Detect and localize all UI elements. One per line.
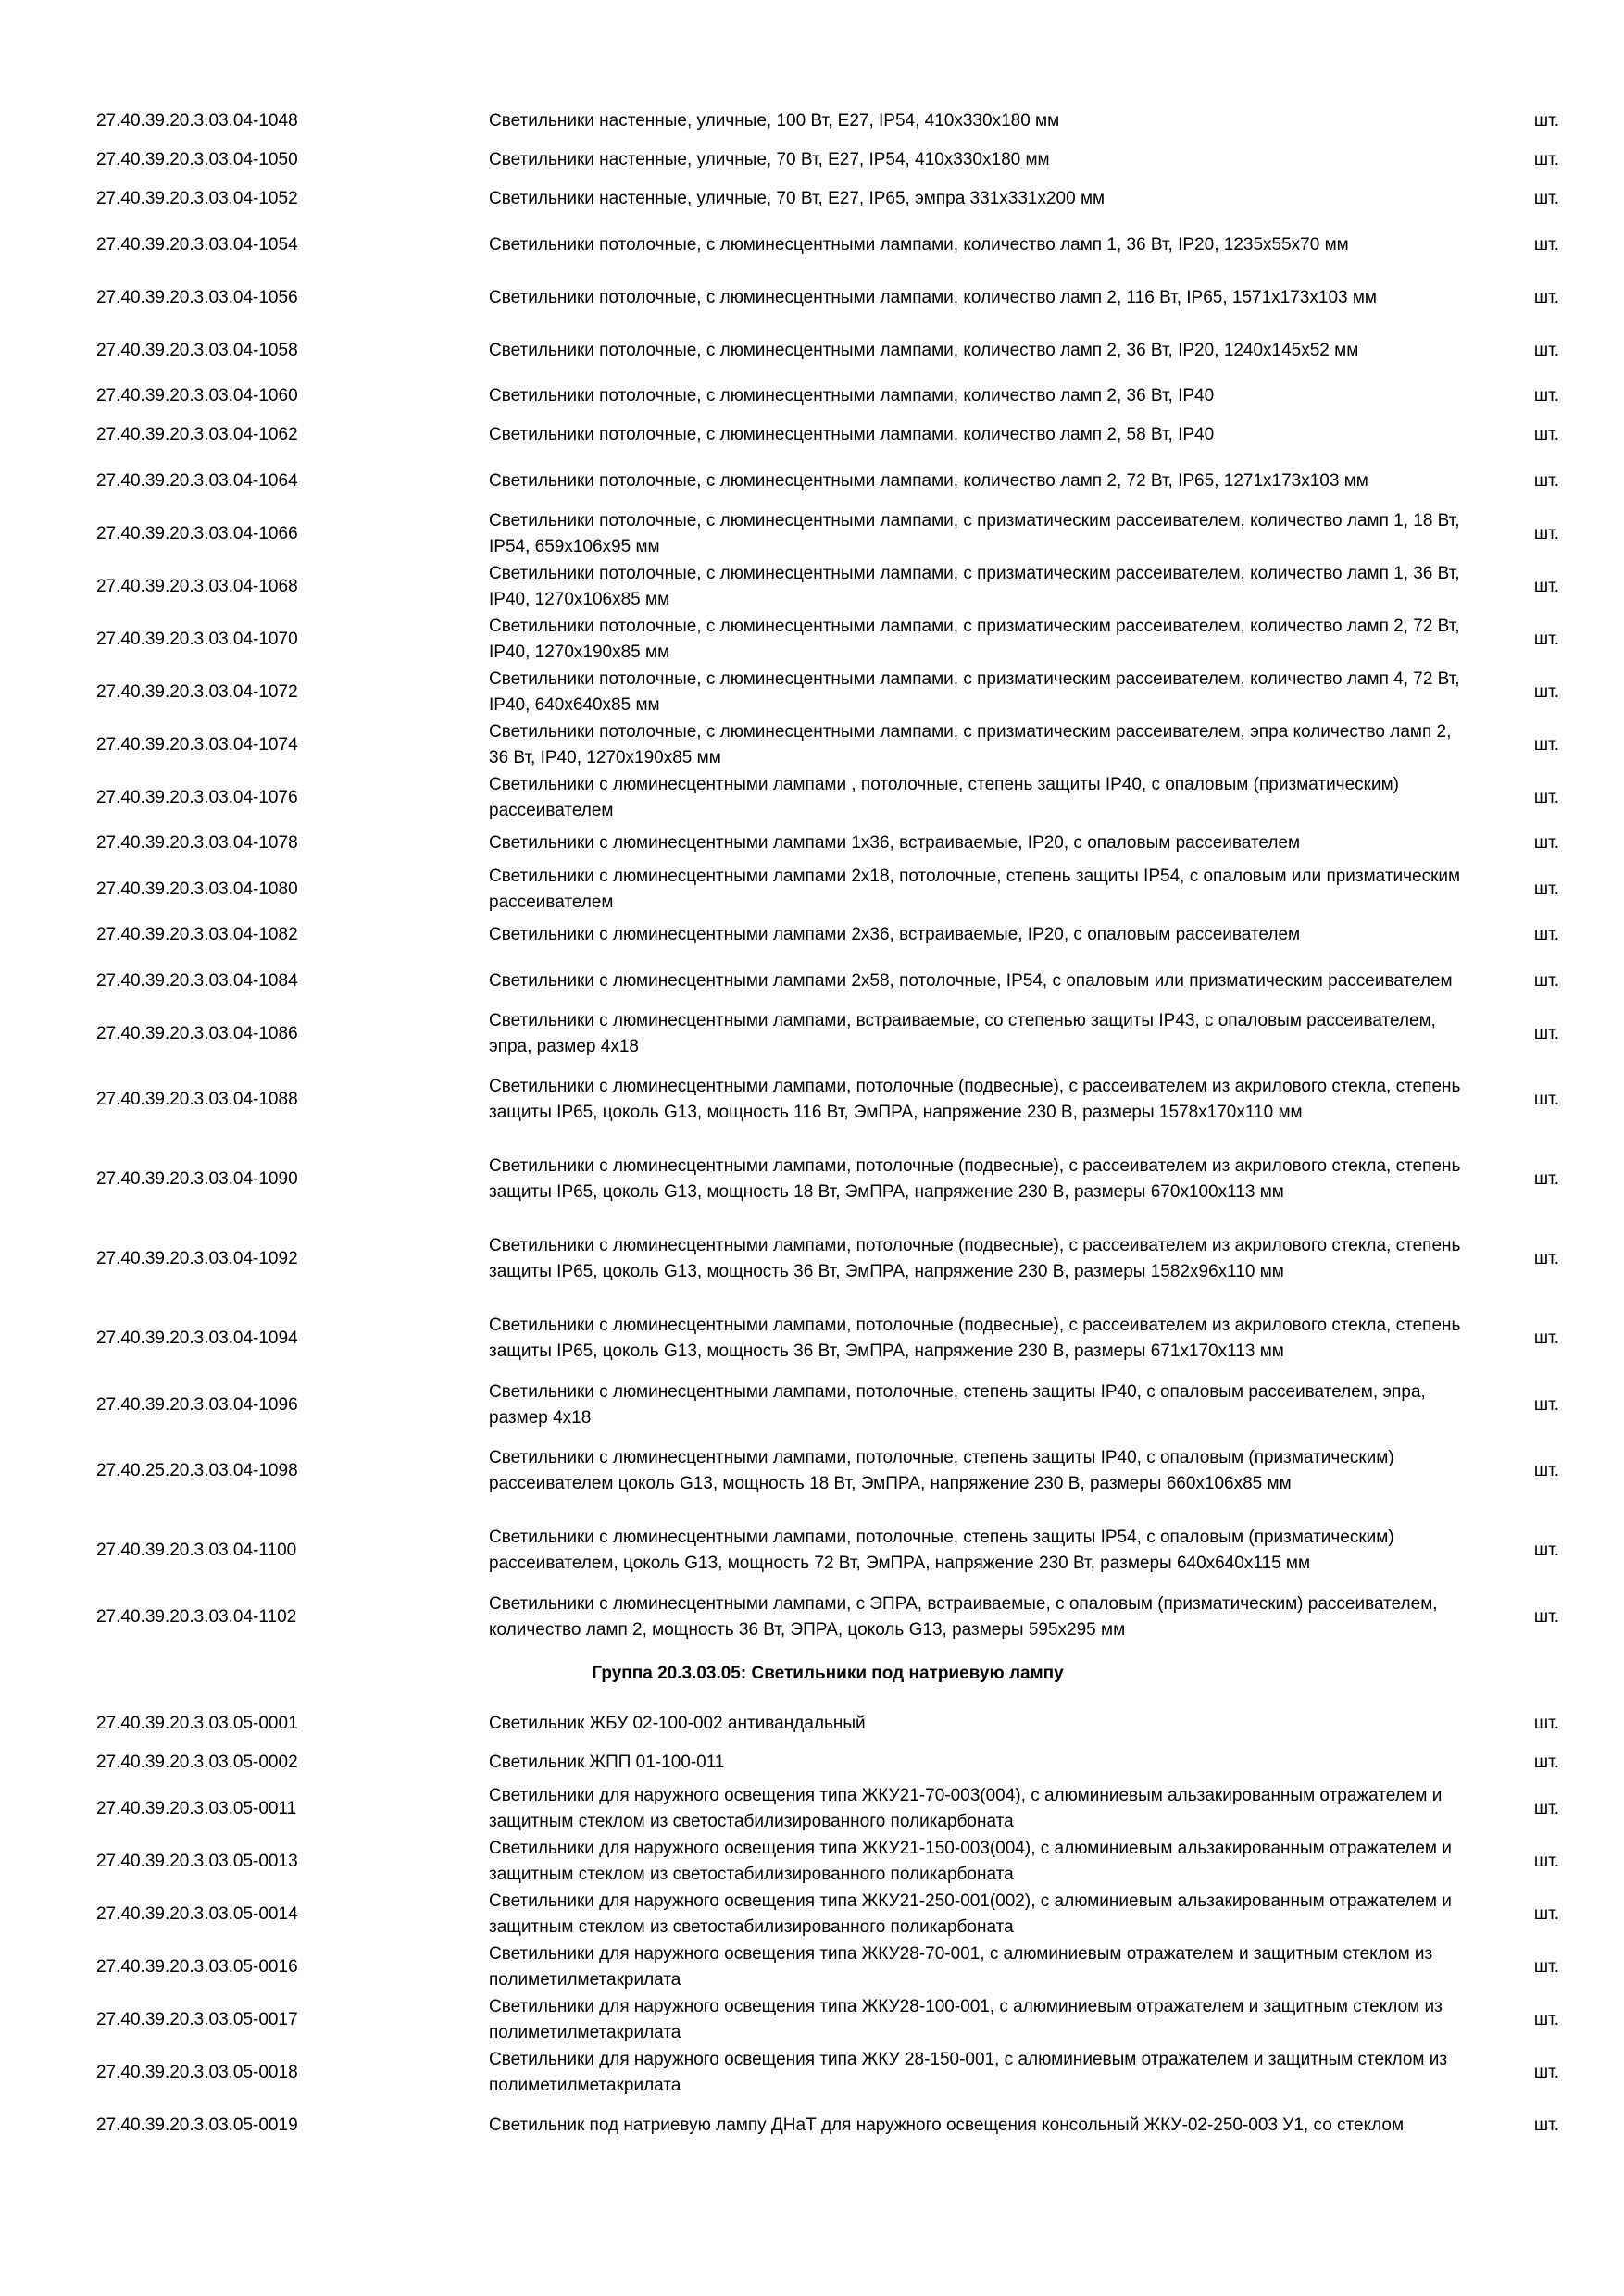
item-description: Светильники с люминесцентными лампами, потолочные, степень защиты IP40, с опаловым (призматическим) рассеивателем цоколь G13, мощность 18 Вт, ЭмПРА, напряжение 230 В, размеры 660х106х85 мм — [489, 1448, 1394, 1493]
item-code: 27.40.39.20.3.03.05-0001 — [96, 1714, 298, 1733]
item-description: Светильники с люминесцентными лампами, с ЭПРА, встраиваемые, с опаловым (призматическим) рассеивателем, количество ламп 2, мощность 36 Вт, ЭПРА, цоколь G13, размеры 595х295 мм — [489, 1593, 1438, 1640]
table-row — [96, 718, 1559, 771]
item-code: 27.40.39.20.3.03.04-1060 — [96, 386, 298, 406]
item-unit: шт. — [1533, 833, 1559, 853]
table-row — [96, 1704, 1559, 1743]
item-description: Светильник ЖБУ 02-100-002 антивандальный — [489, 1714, 866, 1733]
item-unit: шт. — [1533, 287, 1559, 307]
item-description: Светильники для наружного освещения типа ЖКУ21-70-003(004), с алюминиевым альзакированным отражателем и защитным стеклом из светостабилизированного поликарбоната — [489, 1785, 1443, 1831]
item-code: 27.40.39.20.3.03.04-1092 — [96, 1249, 298, 1268]
item-code: 27.40.39.20.3.03.04-1064 — [96, 470, 298, 491]
table-row — [96, 613, 1559, 666]
item-description: Светильники настенные, уличные, 70 Вт, Е27, IP65, эмпра 331х331х200 мм — [489, 189, 1106, 208]
item-code: 27.40.39.20.3.03.04-1082 — [96, 925, 298, 944]
item-unit: шт. — [1533, 1753, 1559, 1772]
item-code: 27.40.39.20.3.03.04-1102 — [96, 1606, 297, 1627]
item-description: Светильник ЖПП 01-100-011 — [489, 1753, 725, 1772]
item-code: 27.40.39.20.3.03.04-1062 — [96, 425, 298, 444]
item-unit: шт. — [1533, 340, 1559, 360]
item-description: Светильники потолочные, с люминесцентными лампами, с призматическим рассеивателем, количество ламп 1, 18 Вт, IP54, 659х106х95 мм — [489, 510, 1460, 556]
table-row — [96, 666, 1559, 718]
item-unit: шт. — [1533, 425, 1559, 444]
item-code: 27.40.39.20.3.03.05-0016 — [96, 1956, 298, 1977]
item-code: 27.40.39.20.3.03.04-1090 — [96, 1169, 298, 1189]
table-row — [96, 560, 1559, 613]
price-table — [96, 102, 1559, 2152]
item-unit: шт. — [1533, 234, 1559, 255]
item-description: Светильники с люминесцентными лампами 2х18, потолочные, степень защиты IP54, с опаловым или призматическим рассеивателем — [489, 866, 1461, 912]
item-description: Светильники с люминесцентными лампами, потолочные (подвесные), с рассеивателем из акрилового стекла, степень защиты IP65, цоколь G13, мощность 36 Вт, ЭмПРА, напряжение 230 В, размеры 671х170х113 мм — [489, 1316, 1461, 1361]
item-code: 27.40.39.20.3.03.04-1058 — [96, 340, 298, 360]
table-row — [96, 377, 1559, 416]
item-unit: шт. — [1533, 1461, 1559, 1480]
item-description: Светильники для наружного освещения типа ЖКУ28-70-001, с алюминиевым отражателем и защитным стеклом из полиметилметакрилата — [489, 1943, 1433, 1990]
item-unit: шт. — [1533, 787, 1559, 807]
item-unit: шт. — [1533, 1714, 1559, 1733]
item-code: 27.40.39.20.3.03.04-1050 — [96, 150, 298, 169]
item-unit: шт. — [1533, 629, 1559, 649]
item-code: 27.40.39.20.3.03.04-1048 — [96, 111, 298, 131]
item-description: Светильники потолочные, с люминесцентными лампами, количество ламп 2, 58 Вт, IP40 — [489, 425, 1215, 444]
item-description: Светильники потолочные, с люминесцентными лампами, количество ламп 2, 72 Вт, IP65, 1271х173х103 мм — [489, 470, 1368, 491]
item-code: 27.40.39.20.3.03.04-1052 — [96, 189, 298, 208]
item-description: Светильники потолочные, с люминесцентными лампами, с призматическим рассеивателем, эпра количество ламп 2, 36 Вт, IP40, 1270х190х85 мм — [489, 721, 1452, 767]
item-code: 27.40.39.20.3.03.04-1070 — [96, 629, 298, 649]
item-code: 27.40.39.20.3.03.04-1088 — [96, 1090, 298, 1109]
item-code: 27.40.39.20.3.03.05-0019 — [96, 2115, 298, 2135]
item-description: Светильники с люминесцентными лампами, потолочные, степень защиты IP54, с опаловым (призматическим) рассеивателем, цоколь G13, мощность 72 Вт, ЭмПРА, напряжение 230 Вт, размеры 640х640х115 мм — [489, 1528, 1394, 1573]
item-code: 27.40.39.20.3.03.04-1094 — [96, 1329, 298, 1348]
table-row — [96, 1888, 1559, 1940]
table-row — [96, 324, 1559, 377]
item-unit: шт. — [1533, 111, 1559, 131]
item-code: 27.40.39.20.3.03.04-1086 — [96, 1023, 298, 1043]
group-heading: Группа 20.3.03.05: Светильники под натриевую лампу — [592, 1664, 1064, 1683]
item-unit: шт. — [1533, 1541, 1559, 1560]
table-row — [96, 1835, 1559, 1888]
item-description: Светильники потолочные, с люминесцентными лампами, с призматическим рассеивателем, количество ламп 4, 72 Вт, IP40, 640х640х85 мм — [489, 668, 1460, 715]
table-row — [96, 180, 1559, 218]
item-unit: шт. — [1533, 1090, 1559, 1109]
table-row — [96, 507, 1559, 560]
table-row — [96, 416, 1559, 455]
item-unit: шт. — [1533, 150, 1559, 169]
item-unit: шт. — [1533, 1606, 1559, 1627]
item-unit: шт. — [1533, 1249, 1559, 1268]
item-description: Светильники для наружного освещения типа ЖКУ21-150-003(004), с алюминиевым альзакированным отражателем и защитным стеклом из светостабилизированного поликарбоната — [489, 1838, 1452, 1884]
item-unit: шт. — [1533, 734, 1559, 755]
item-unit: шт. — [1533, 386, 1559, 406]
item-code: 27.40.39.20.3.03.04-1076 — [96, 787, 298, 807]
table-row — [96, 1379, 1559, 1431]
table-row — [96, 1431, 1559, 1511]
item-unit: шт. — [1533, 879, 1559, 899]
item-code: 27.40.39.20.3.03.05-0014 — [96, 1903, 298, 1924]
table-row — [96, 1511, 1559, 1591]
item-code: 27.40.39.20.3.03.04-1080 — [96, 879, 298, 899]
item-description: Светильники для наружного освещения типа ЖКУ28-100-001, с алюминиевым отражателем и защитным стеклом из полиметилметакрилата — [489, 1996, 1443, 2042]
item-description: Светильники с люминесцентными лампами, потолочные (подвесные), с рассеивателем из акрилового стекла, степень защиты IP65, цоколь G13, мощность 36 Вт, ЭмПРА, напряжение 230 В, размеры 1582х96х110 мм — [489, 1236, 1461, 1281]
item-unit: шт. — [1533, 1851, 1559, 1871]
item-description: Светильники потолочные, с люминесцентными лампами, с призматическим рассеивателем, количество ламп 2, 72 Вт, IP40, 1270х190х85 мм — [489, 616, 1460, 662]
item-unit: шт. — [1533, 2009, 1559, 2029]
item-code: 27.40.39.20.3.03.05-0018 — [96, 2062, 298, 2082]
table-row — [96, 1140, 1559, 1219]
item-code: 27.40.39.20.3.03.04-1068 — [96, 576, 298, 596]
item-code: 27.40.39.20.3.03.05-0017 — [96, 2009, 298, 2029]
item-description: Светильники с люминесцентными лампами 1х36, встраиваемые, IP20, с опаловым рассеивателем — [489, 833, 1301, 853]
table-row — [96, 955, 1559, 1007]
item-unit: шт. — [1533, 2115, 1559, 2135]
table-row — [96, 1591, 1559, 1643]
table-row — [96, 2099, 1559, 2152]
item-description: Светильники с люминесцентными лампами, встраиваемые, со степенью защиты IP43, с опаловым рассеивателем, эпра, размер 4х18 — [489, 1010, 1436, 1056]
item-unit: шт. — [1533, 681, 1559, 702]
table-row — [96, 1007, 1559, 1060]
item-code: 27.40.39.20.3.03.04-1066 — [96, 523, 298, 543]
item-description: Светильники потолочные, с люминесцентными лампами, количество ламп 2, 116 Вт, IP65, 1571х173х103 мм — [489, 287, 1377, 307]
table-row — [96, 1993, 1559, 2046]
table-row — [96, 1782, 1559, 1835]
table-row — [96, 1940, 1559, 1993]
item-unit: шт. — [1533, 470, 1559, 491]
item-unit: шт. — [1533, 1956, 1559, 1977]
item-description: Светильники для наружного освещения типа ЖКУ21-250-001(002), с алюминиевым альзакированным отражателем и защитным стеклом из светостабилизированного поликарбоната — [489, 1890, 1452, 1937]
item-code: 27.40.39.20.3.03.05-0013 — [96, 1851, 298, 1871]
item-code: 27.40.39.20.3.03.04-1078 — [96, 833, 298, 853]
item-description: Светильники потолочные, с люминесцентными лампами, с призматическим рассеивателем, количество ламп 1, 36 Вт, IP40, 1270х106х85 мм — [489, 563, 1460, 609]
table-row — [96, 916, 1559, 955]
table-row — [96, 271, 1559, 324]
table-row — [96, 1219, 1559, 1299]
item-description: Светильники с люминесцентными лампами 2х36, встраиваемые, IP20, с опаловым рассеивателем — [489, 925, 1301, 944]
item-description: Светильники потолочные, с люминесцентными лампами, количество ламп 2, 36 Вт, IP40 — [489, 386, 1215, 406]
item-description: Светильники с люминесцентными лампами, потолочные (подвесные), с рассеивателем из акрилового стекла, степень защиты IP65, цоколь G13, мощность 18 Вт, ЭмПРА, напряжение 230 В, размеры 670х100х113 мм — [489, 1156, 1461, 1202]
item-unit: шт. — [1533, 1169, 1559, 1189]
table-row — [96, 218, 1559, 271]
item-code: 27.40.39.20.3.03.05-0002 — [96, 1753, 298, 1772]
item-unit: шт. — [1533, 189, 1559, 208]
table-row — [96, 1060, 1559, 1140]
table-row — [96, 1743, 1559, 1782]
item-code: 27.40.39.20.3.03.04-1054 — [96, 234, 298, 255]
table-row — [96, 102, 1559, 141]
item-description: Светильники настенные, уличные, 100 Вт, Е27, IP54, 410х330х180 мм — [489, 111, 1060, 131]
item-description: Светильники с люминесцентными лампами 2х58, потолочные, IP54, с опаловым или призматическим рассеивателем — [489, 970, 1453, 991]
item-description: Светильники для наружного освещения типа ЖКУ 28-150-001, с алюминиевым отражателем и защитным стеклом из полиметилметакрилата — [489, 2049, 1448, 2095]
item-description: Светильники с люминесцентными лампами, потолочные, степень защиты IP40, с опаловым рассеивателем, эпра, размер 4х18 — [489, 1381, 1426, 1428]
item-unit: шт. — [1533, 1329, 1559, 1348]
item-code: 27.40.39.20.3.03.04-1096 — [96, 1394, 298, 1415]
item-code: 27.40.39.20.3.03.04-1056 — [96, 287, 298, 307]
table-row — [96, 1299, 1559, 1379]
table-row — [96, 455, 1559, 507]
item-code: 27.40.39.20.3.03.04-1100 — [96, 1541, 297, 1560]
item-unit: шт. — [1533, 1903, 1559, 1924]
item-description: Светильники с люминесцентными лампами, потолочные (подвесные), с рассеивателем из акрилового стекла, степень защиты IP65, цоколь G13, мощность 116 Вт, ЭмПРА, напряжение 230 В, размеры 1578х170х110 мм — [489, 1077, 1461, 1122]
item-description: Светильник под натриевую лампу ДНаТ для наружного освещения консольный ЖКУ-02-250-003 У1, со стеклом — [489, 2115, 1405, 2135]
item-code: 27.40.25.20.3.03.04-1098 — [96, 1461, 298, 1480]
item-code: 27.40.39.20.3.03.05-0011 — [96, 1798, 297, 1818]
table-row — [96, 141, 1559, 180]
item-unit: шт. — [1533, 576, 1559, 596]
table-row — [96, 863, 1559, 916]
item-unit: шт. — [1533, 1798, 1559, 1818]
item-unit: шт. — [1533, 925, 1559, 944]
item-code: 27.40.39.20.3.03.04-1084 — [96, 970, 298, 991]
item-code: 27.40.39.20.3.03.04-1074 — [96, 734, 298, 755]
table-row — [96, 824, 1559, 863]
item-description: Светильники с люминесцентными лампами , потолочные, степень защиты IP40, с опаловым (призматическим) рассеивателем — [489, 774, 1399, 820]
item-unit: шт. — [1533, 2062, 1559, 2082]
item-unit: шт. — [1533, 1023, 1559, 1043]
item-description: Светильники потолочные, с люминесцентными лампами, количество ламп 2, 36 Вт, IP20, 1240х145х52 мм — [489, 340, 1359, 360]
item-description: Светильники настенные, уличные, 70 Вт, Е27, IP54, 410х330х180 мм — [489, 150, 1050, 169]
table-row — [96, 2046, 1559, 2099]
table-row — [96, 771, 1559, 824]
item-unit: шт. — [1533, 970, 1559, 991]
item-unit: шт. — [1533, 1394, 1559, 1415]
item-code: 27.40.39.20.3.03.04-1072 — [96, 681, 298, 702]
item-description: Светильники потолочные, с люминесцентными лампами, количество ламп 1, 36 Вт, IP20, 1235х55х70 мм — [489, 234, 1349, 255]
item-unit: шт. — [1533, 523, 1559, 543]
